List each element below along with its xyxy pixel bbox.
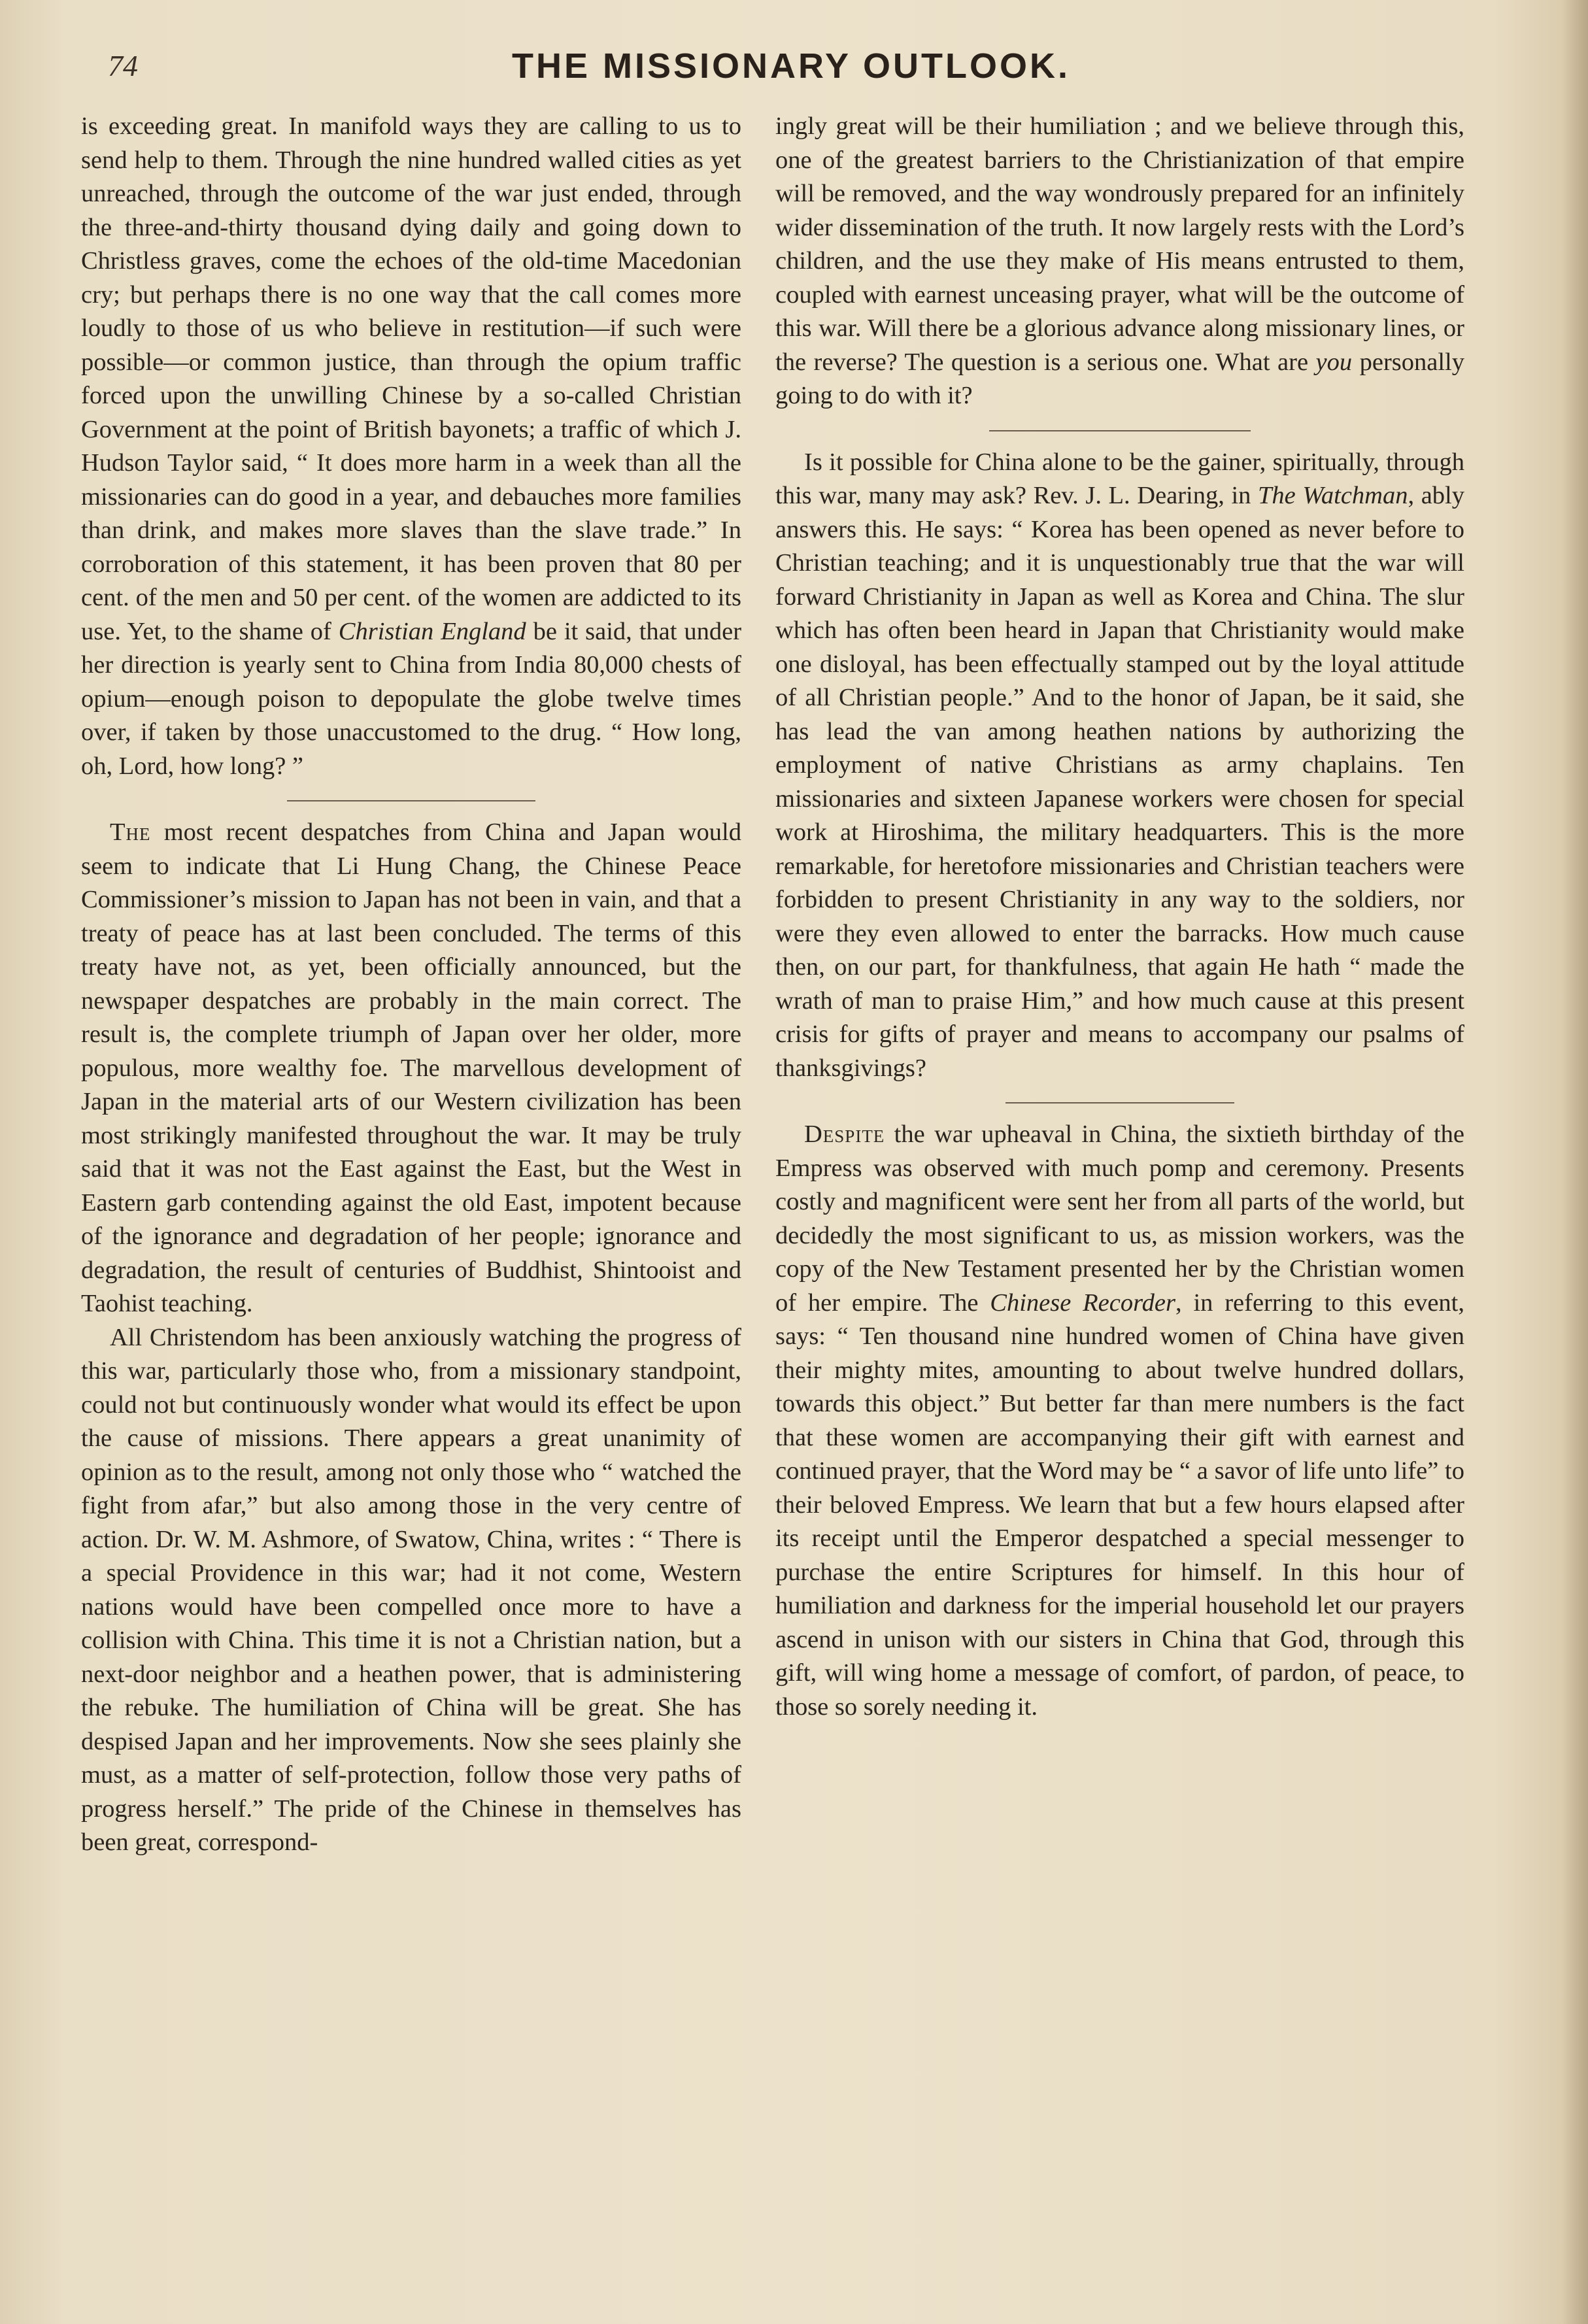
paragraph-empress-birthday [775,1118,1464,1724]
text-run: personally going to do with it? [775,348,1464,409]
paragraph-opium-traffic [81,110,741,783]
text-run: be it said, that under her direction is yearly sent to China from India 80,000 chests of opium—enough poison to depopulate the globe twelve times over, if taken by those unaccustomed to the drug. “ How long, oh, Lord, how long? ” [81,617,742,780]
section-divider [287,800,535,801]
italic-title: Chinese Recorder [990,1288,1175,1317]
text-run: All Christendom has been anxiously watching the progress of this war, particularly those who, from a missionary standpoint, could not but continuously wonder what would its effect be upon the cause of missions. There appears a great unanimity of opinion as to the result, among not only those who “ watched the fight from afar,” but also among those in the very centre of action. Dr. W. M. Ashmore, of Swatow, China, writes : “ There is a special Providence in this war; had it not come, Western nations would have been compelled once more to have a collision with China. This time it is not a Christian nation, but a next-door neighbor and a heathen power, that is administering the rebuke. The humiliation of China will be great. She has despised Japan and her improvements. Now she sees plainly she must, as a matter of self-protection, follow those very paths of progress herself.” The pride of the Chinese in themselves has been great, correspond- [81,1323,741,1856]
lead-word: The [110,818,151,846]
left-column [81,110,741,1860]
page-header [98,41,1484,106]
section-divider [989,430,1251,431]
text-run: , ably answers this. He says: “ Korea has been opened as never before to Christian teaching; and it is unquestionably true that the war will forward Christianity in Japan as well as Korea and China. The slur which has often been heard in Japan that Christianity would make one disloyal, has been effectually stamped out by the loyal attitude of all Christian people.” And to the honor of Japan, be it said, she has lead the van among heathen nations by authorizing the employment of native Christians as army chaplains. Ten missionaries and sixteen Japanese workers were chosen for special work at Hiroshima, the military headquarters. This is the more remarkable, for heretofore missionaries and Christian teachers were forbidden to present Christianity in any way to the soldiers, nor were they even allowed to enter the barracks. How much cause then, on our part, for thankfulness, that again He hath “ made the wrath of man to praise Him,” and how much cause at this present crisis for gifts of prayer and means to accompany our psalms of thanksgivings? [775,482,1464,1082]
running-title: THE MISSIONARY OUTLOOK. [511,46,1071,86]
text-run: the war upheaval in China, the sixtieth birthday of the Empress was observed with much pomp and ceremony. Presents costly and magnificent were sent her from all parts of the world, but decidedly the most significant to us, as mission workers, was the copy of the New Testament presented her by the Christian women of her empire. The [775,1120,1464,1317]
paragraph-korea-japan [775,446,1464,1086]
section-divider [1005,1102,1234,1103]
page-number: 74 [108,49,138,82]
text-run: , in referring to this event, says: “ Ten thousand nine hundred women of China have given their mighty mites, amounting to about twelve hundred dollars, towards this object.” But better far than mere numbers is the fact that these women are accompanying their gift with earnest and continued prayer, that the Word may be “ a savor of life unto life” to their beloved Empress. We learn that but a few hours elapsed after its receipt until the Emperor despatched a special messenger to purchase the entire Scriptures for himself. In this hour of humiliation and darkness for the imperial household let our prayers ascend in unison with our sisters in China that God, through this gift, will wing home a message of comfort, of pardon, of peace, to those so sorely needing it. [775,1288,1464,1721]
text-run: is exceeding great. In manifold ways they are calling to us to send help to them. Through the nine hundred walled cities as yet unreached, through the outcome of the war just ended, through the three-and-thirty thousand dying daily and going down to Christless graves, come the echoes of the old-time Macedonian cry; but perhaps there is no one way that the call comes more loudly to those of us who believe in restitution—if such were possible—or common justice, than through the opium traffic forced upon the unwilling Chinese by a so-called Christian Government at the point of British bayonets; a traffic of which J. Hudson Taylor said, “ It does more harm in a week than all the missionaries can do good in a year, and debauches more families than drink, and makes more slaves than the slave trade.” In corroboration of this statement, it has been proven that 80 per cent. of the men and 50 per cent. of the women are addicted to its use. Yet, to the shame of [81,112,741,645]
lead-word: Despite [804,1120,885,1148]
text-run: most recent despatches from China and Japan would seem to indicate that Li Hung Chang, the Chinese Peace Commissioner’s mission to Japan has not been in vain, and that a treaty of peace has at last been concluded. The terms of this treaty have not, as yet, been officially announced, but the newspaper despatches are probably in the main correct. The result is, the complete triumph of Japan over her older, more populous, more wealthy foe. The marvellous development of Japan in the material arts of our Western civilization has been most strikingly manifested throughout the war. It may be truly said that it was not the East against the East, but the West in Eastern garb contending against the old East, impotent because of the ignorance and degradation of her people; ignorance and degradation, the result of centuries of Buddhist, Shintooist and Taohist teaching. [81,818,741,1317]
italic-title: The Watchman [1258,482,1408,509]
page-edge-shadow [1562,0,1588,2324]
text-run: ingly great will be their humiliation ; and we believe through this, one of the greatest barriers to the Christianization of that empire will be removed, and the way wondrously prepared for an infinitely wider dissemination of the truth. It now largely rests with the Lord’s children, and the use they make of His means entrusted to them, coupled with earnest unceasing prayer, what will be the outcome of this war. Will there be a glorious advance along missionary lines, or the reverse? The question is a serious one. What are [775,112,1464,376]
paragraph-christendom-watching [81,1321,741,1860]
italic-word: you [1315,348,1353,376]
italic-phrase: Christian England [338,617,526,645]
paragraph-humiliation [775,110,1464,413]
paragraph-peace-treaty [81,816,741,1321]
right-column [775,110,1464,1724]
text-run: Is it possible for China alone to be the gainer, spiritually, through this war, many may ask? Rev. J. L. Dearing, in [775,448,1464,509]
